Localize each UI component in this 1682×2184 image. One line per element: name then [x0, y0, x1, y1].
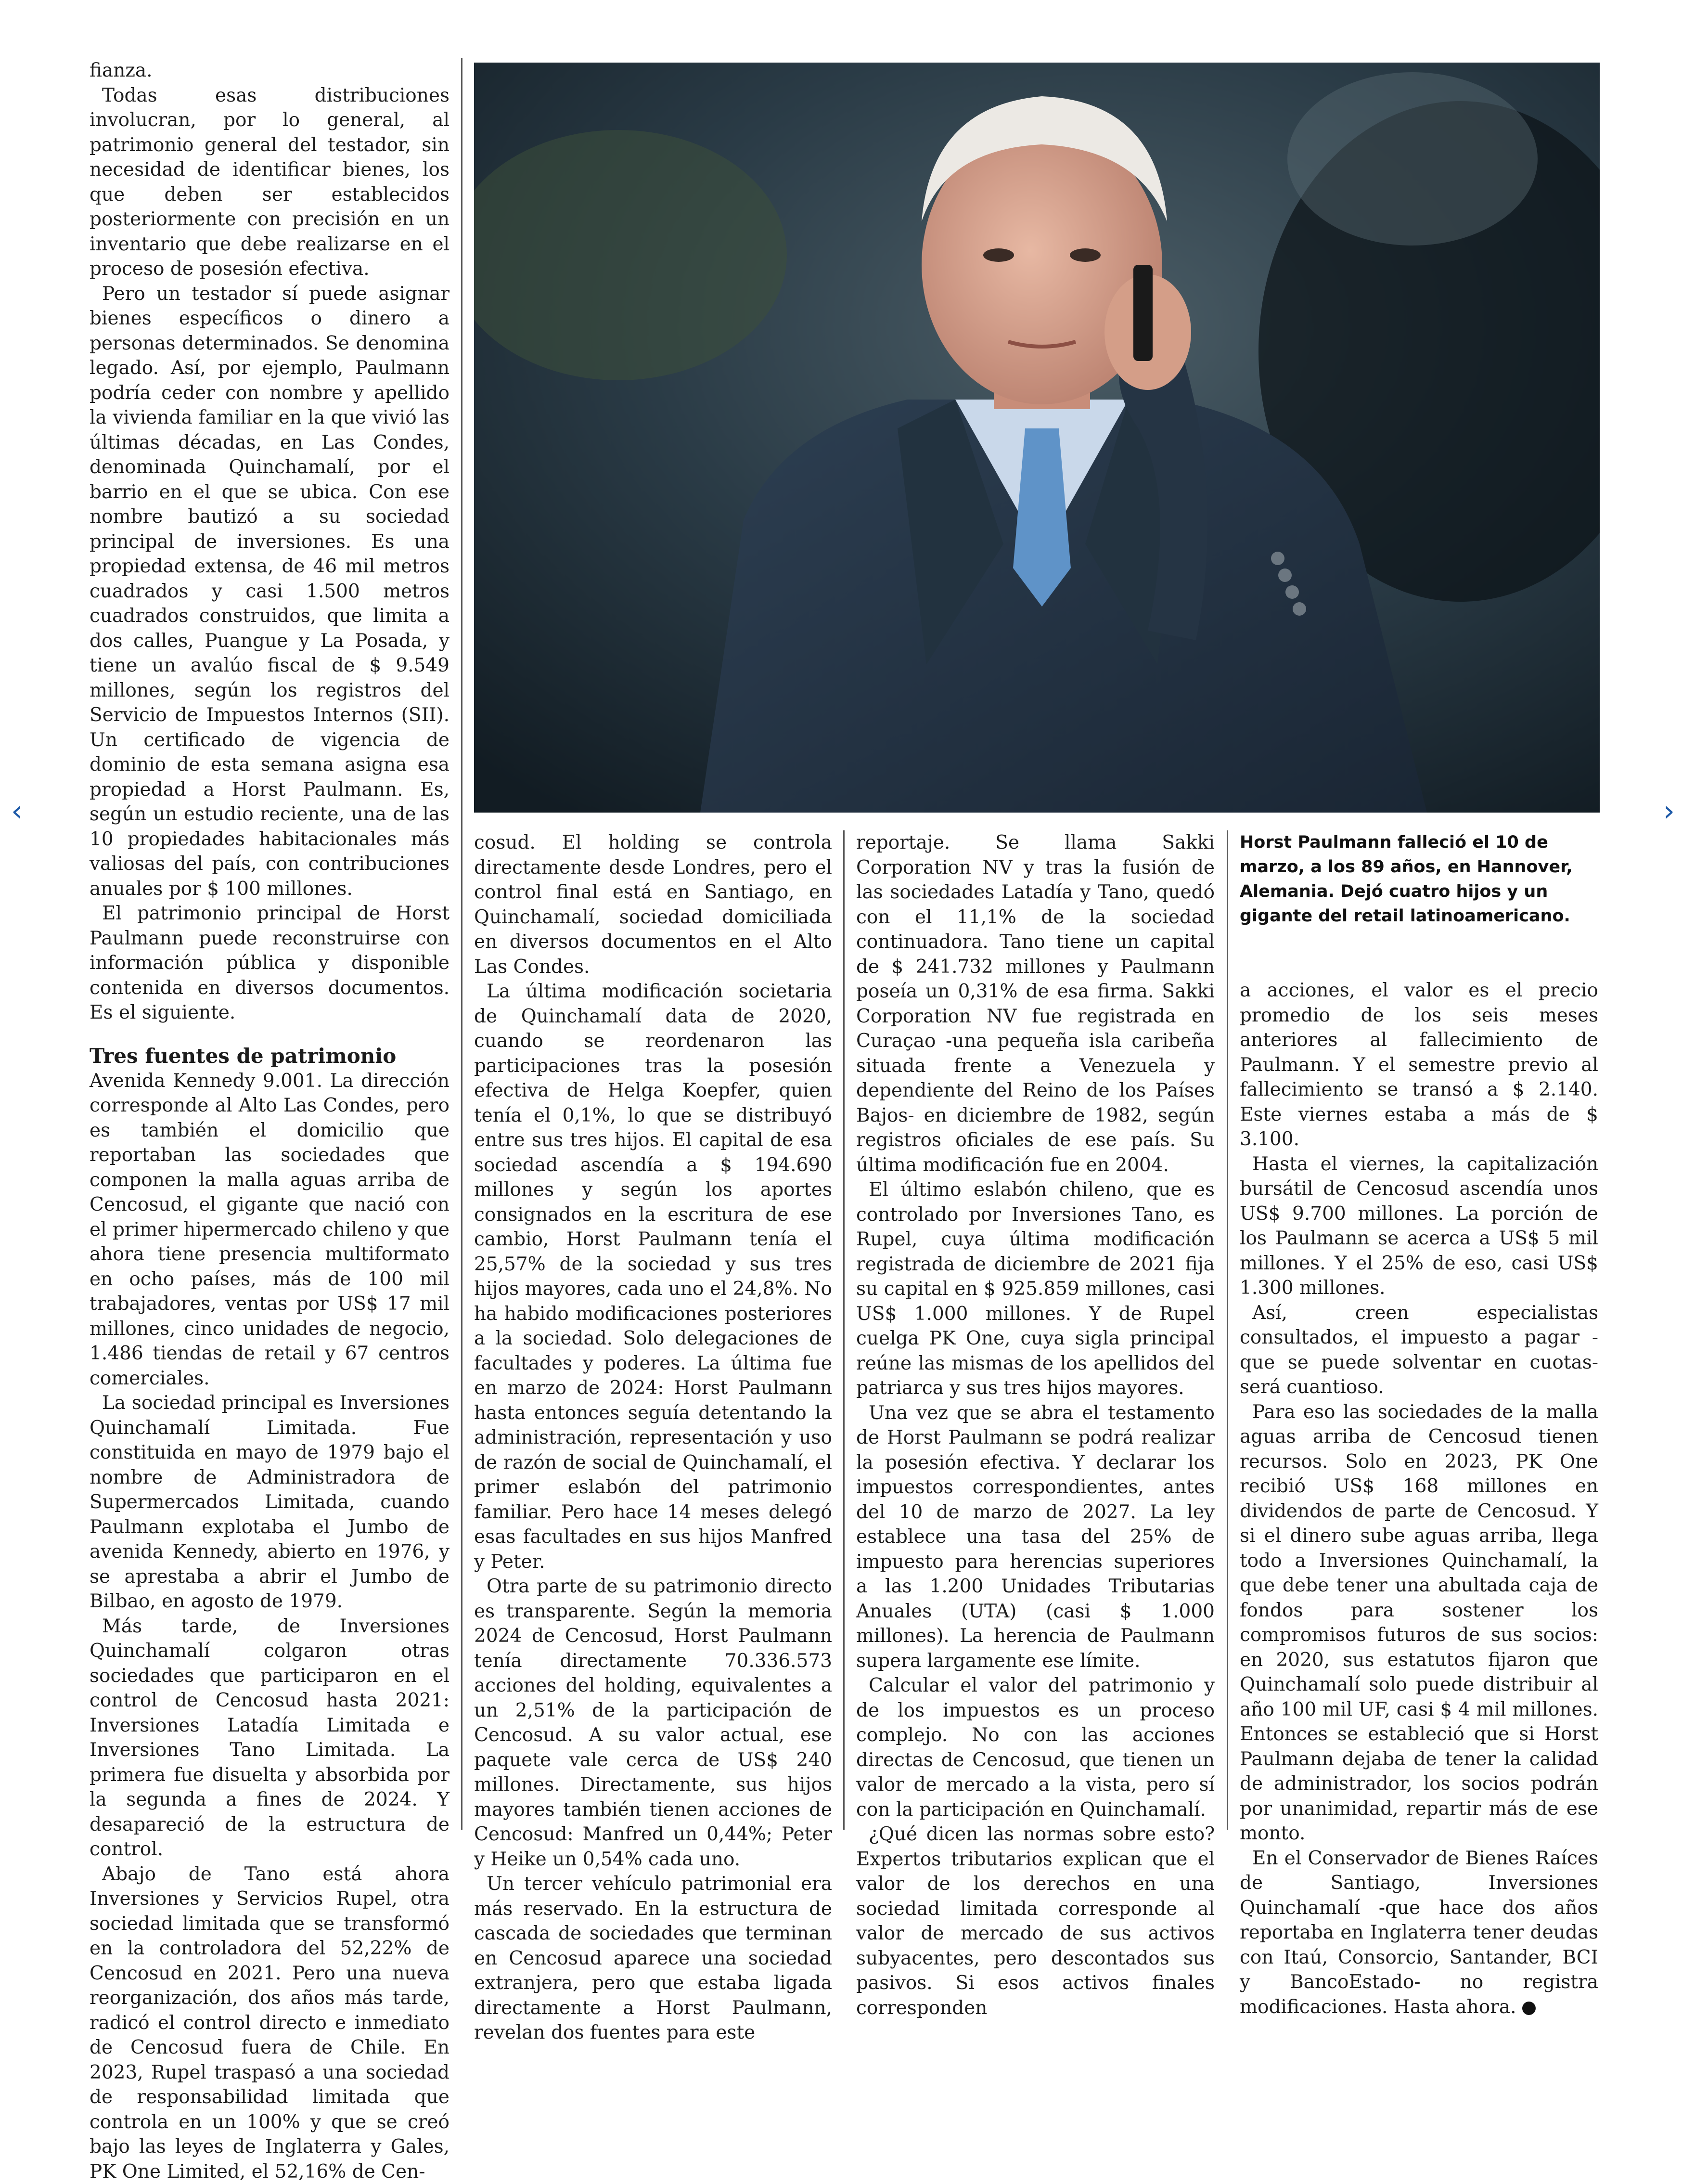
paragraph: Una vez que se abra el testamento de Horst Paulmann se podrá realizar la posesión efectiva. Y declarar los impuestos correspondientes, antes del 10 de marzo de 2027. La ley establece una tasa del 25% de impuesto para herencias superiores a las 1.200 Unidades Tributarias Anuales (UTA) (casi $ 1.000 millones). La herencia de Paulmann supera largamente ese límite. [856, 1401, 1215, 1674]
portrait-illustration [474, 63, 1600, 813]
paragraph: Un tercer vehículo patrimonial era más reservado. En la estructura de cascada de sociedades que terminan en Cencosud aparece una sociedad extranjera, pero que estaba ligada directamente a Horst Paulmann, revelan dos fuentes para este [474, 1872, 832, 2045]
article-column-2 [474, 830, 832, 2045]
paragraph: Hasta el viernes, la capitalización bursátil de Cencosud ascendía unos US$ 9.700 millones. La porción de los Paulmann se acerca a US$ 5 mil millones. Y el 25% de eso, casi US$ 1.300 millones. [1240, 1152, 1598, 1301]
paragraph: Avenida Kennedy 9.001. La dirección corresponde al Alto Las Condes, pero es también el domicilio que reportaban las sociedades que componen la malla aguas arriba de Cencosud, el gigante que nació con el primer hipermercado chileno y que ahora tiene presencia multiformato en ocho países, más de 100 mil trabajadores, ventas por US$ 17 mil millones, cinco unidades de negocio, 1.486 tiendas de retail y 67 centros comerciales. [90, 1069, 449, 1391]
next-page-arrow-icon[interactable]: › [1657, 799, 1681, 823]
paragraph: El patrimonio principal de Horst Paulmann puede reconstruirse con información pública y disponible contenida en diversos documentos. Es el siguiente. [90, 901, 449, 1025]
paragraph: fianza. [90, 58, 449, 83]
previous-page-arrow-icon[interactable]: ‹ [5, 799, 29, 823]
article-photo [474, 63, 1600, 813]
paragraph: reportaje. Se llama Sakki Corporation NV y tras la fusión de las sociedades Latadía y Tano, quedó con el 11,1% de la sociedad continuadora. Tano tiene un capital de $ 241.732 millones y Paulmann poseía un 0,31% de esa firma. Sakki Corporation NV fue registrada en Curaçao -una pequeña isla caribeña situada frente a Venezuela y dependiente del Reino de los Países Bajos- en diciembre de 1982, según registros oficiales de ese país. Su última modificación fue en 2004. [856, 830, 1215, 1177]
column-rule-2 [843, 830, 845, 1830]
paragraph: Más tarde, de Inversiones Quinchamalí colgaron otras sociedades que participaron en el control de Cencosud hasta 2021: Inversiones Latadía Limitada e Inversiones Tano Limitada. La primera fue disuelta y absorbida por la segunda a fines de 2024. Y desapareció de la estructura de control. [90, 1614, 449, 1862]
article-column-3 [856, 830, 1215, 2020]
paragraph: Pero un testador sí puede asignar bienes específicos o dinero a personas determinados. Se denomina legado. Así, por ejemplo, Paulmann podría ceder con nombre y apellido la vivienda familiar en la que vivió las últimas décadas, en Las Condes, denominada Quinchamalí, por el barrio en el que se ubica. Con ese nombre bautizó a su sociedad principal de inversiones. Es una propiedad extensa, de 46 mil metros cuadrados y casi 1.500 metros cuadrados construidos, que limita a dos calles, Puangue y La Posada, y tiene un avalúo fiscal de $ 9.549 millones, según los registros del Servicio de Impuestos Internos (SII). Un certificado de vigencia de dominio de esta semana asigna esa propiedad a Horst Paulmann. Es, según un estudio reciente, una de las 10 propiedades habitacionales más valiosas del país, con contribuciones anuales por $ 100 millones. [90, 282, 449, 902]
column-rule-3 [1227, 830, 1228, 1830]
paragraph: Otra parte de su patrimonio directo es transparente. Según la memoria 2024 de Cencosud, Horst Paulmann tenía directamente 70.336.573 acciones del holding, equivalentes a un 2,51% de la participación de Cencosud. A su valor actual, ese paquete vale cerca de US$ 240 millones. Directamente, sus hijos mayores también tienen acciones de Cencosud: Manfred un 0,44%; Peter y Heike un 0,54% cada uno. [474, 1574, 832, 1872]
paragraph: Así, creen especialistas consultados, el impuesto a pagar -que se puede solventar en cuotas- será cuantioso. [1240, 1301, 1598, 1400]
paragraph: cosud. El holding se controla directamente desde Londres, pero el control final está en Santiago, en Quinchamalí, sociedad domiciliada en diversos documentos en el Alto Las Condes. [474, 830, 832, 979]
paragraph: Todas esas distribuciones involucran, por lo general, al patrimonio general del testador, sin necesidad de identificar bienes, los que deben ser establecidos posteriormente con precisión en un inventario que debe realizarse en el proceso de posesión efectiva. [90, 83, 449, 282]
paragraph: Calcular el valor del patrimonio y de los impuestos es un proceso complejo. No con las acciones directas de Cencosud, que tienen un valor de mercado a la vista, pero sí con la participación en Quinchamalí. [856, 1673, 1215, 1822]
paragraph: La sociedad principal es Inversiones Quinchamalí Limitada. Fue constituida en mayo de 1979 bajo el nombre de Administradora de Supermercados Limitada, cuando Paulmann explotaba el Jumbo de avenida Kennedy, abierto en 1976, y se aprestaba a abrir el Jumbo de Bilbao, en agosto de 1979. [90, 1391, 449, 1614]
paragraph: Abajo de Tano está ahora Inversiones y Servicios Rupel, otra sociedad limitada que se transformó en la controladora del 52,22% de Cencosud en 2021. Pero una nueva reorganización, dos años más tarde, radicó el control directo e inmediato de Cencosud fuera de Chile. En 2023, Rupel traspasó a una sociedad de responsabilidad limitada que controla en un 100% y que se creó bajo las leyes de Inglaterra y Gales, PK One Limited, el 52,16% de Cen- [90, 1862, 449, 2184]
photo-caption: Horst Paulmann falleció el 10 de marzo, a los 89 años, en Hannover, Alemania. Dejó cuatro hijos y un gigante del retail latinoamericano. [1240, 830, 1598, 929]
end-of-article-icon: P [1522, 2002, 1536, 2015]
paragraph: ¿Qué dicen las normas sobre esto? Expertos tributarios explican que el valor de los derechos en una sociedad limitada corresponde al valor de mercado de sus activos subyacentes, pero descontados sus pasivos. Si esos activos finales corresponden [856, 1822, 1215, 2020]
paragraph [1240, 1846, 1598, 2020]
section-subheading: Tres fuentes de patrimonio [90, 1044, 449, 1069]
column-rule-1 [461, 58, 462, 1830]
paragraph: La última modificación societaria de Quinchamalí data de 2020, cuando se reordenaron las participaciones tras la posesión efectiva de Helga Koepfer, quien tenía el 0,1%, lo que se distribuyó entre sus tres hijos. El capital de esa sociedad ascendía a $ 194.690 millones y según los aportes consignados en la escritura de ese cambio, Horst Paulmann tenía el 25,57% de la sociedad y sus tres hijos mayores, cada uno el 24,8%. No ha habido modificaciones posteriores a la sociedad. Solo delegaciones de facultades y poderes. La última fue en marzo de 2024: Horst Paulmann hasta entonces seguía detentando la administración, representación y uso de razón de social de Quinchamalí, el primer eslabón del patrimonio familiar. Pero hace 14 meses delegó esas facultades en sus hijos Manfred y Peter. [474, 979, 832, 1574]
paragraph-text: En el Conservador de Bienes Raíces de Santiago, Inversiones Quinchamalí -que hace dos años reportaba en Inglaterra tener deudas con Itaú, Consorcio, Santander, BCI y BancoEstado- no registra modificaciones. Hasta ahora. [1240, 1848, 1598, 2018]
paragraph: El último eslabón chileno, que es controlado por Inversiones Tano, es Rupel, cuya última modificación registrada de diciembre de 2021 fija su capital en $ 925.859 millones, casi US$ 1.000 millones. Y de Rupel cuelga PK One, cuya sigla principal reúne las mismas de los apellidos del patriarca y sus tres hijos mayores. [856, 1177, 1215, 1401]
article-column-1 [90, 58, 449, 2184]
paragraph: Para eso las sociedades de la malla aguas arriba de Cencosud tienen recursos. Solo en 2023, PK One recibió US$ 168 millones en dividendos de parte de Cencosud. Y si el dinero sube aguas arriba, llega todo a Inversiones Quinchamalí, la que debe tener una abultada caja de fondos para sostener los compromisos futuros de sus socios: en 2020, sus estatutos fijaron que Quinchamalí solo puede distribuir al año 100 mil UF, casi $ 4 mil millones. Entonces se estableció que si Horst Paulmann dejaba de tener la calidad de administrador, los socios podrán por unanimidad, repartir más de ese monto. [1240, 1400, 1598, 1846]
paragraph: a acciones, el valor es el precio promedio de los seis meses anteriores al fallecimiento de Paulmann. Y el semestre previo al fallecimiento se transó a $ 2.140. Este viernes estaba a más de $ 3.100. [1240, 978, 1598, 1152]
article-column-4 [1240, 978, 1598, 2019]
